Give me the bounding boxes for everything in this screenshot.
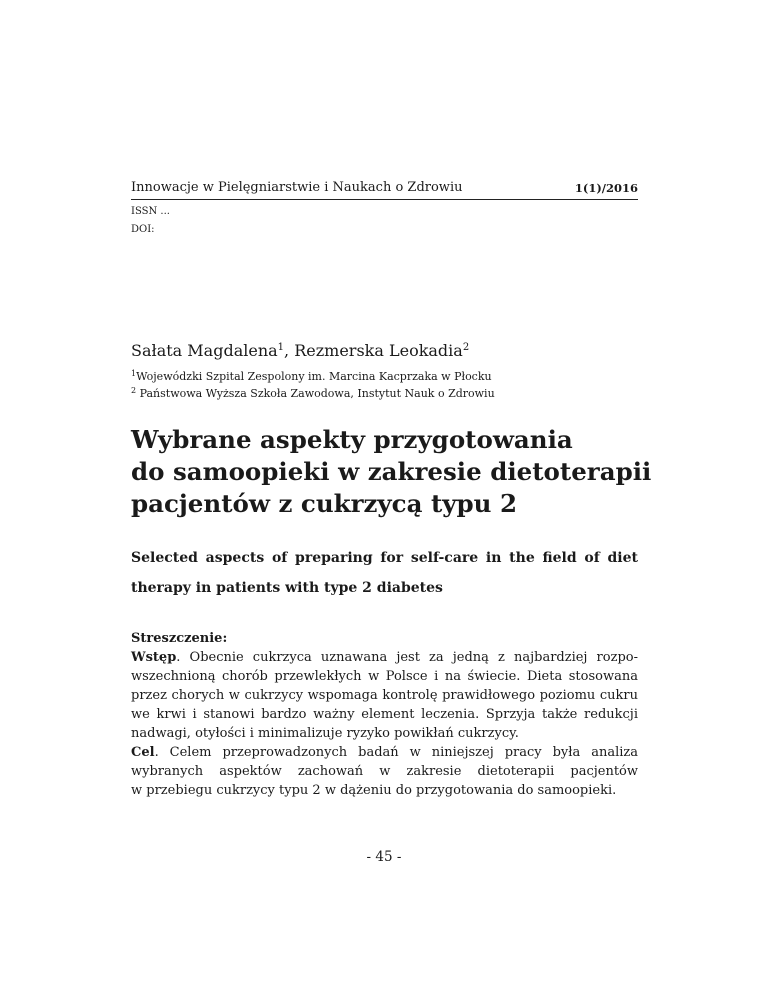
affiliation-2 [131,386,495,400]
article-title [131,424,651,520]
header-rule [131,199,638,200]
abstract-line: nadwagi, otyłości i minimalizuje ryzyko powikłań cukrzycy. [131,726,519,741]
title-line: do samoopieki w zakresie dietoterapii [131,457,652,486]
doi-line: DOI: [131,224,155,235]
author-separator: , [284,341,295,360]
issue-number: 1(1)/2016 [574,181,638,195]
page-number: - 45 - [366,849,402,865]
english-title-line: therapy in patients with type 2 diabetes [131,580,443,596]
affiliation-1 [131,369,492,383]
abstract-line: wybranych aspektów zachowań w zakresie dietoterapii pacjentów [131,764,638,779]
abstract [131,629,638,800]
author-2: Rezmerska Leokadia [294,341,463,360]
abstract-line: przez chorych w cukrzycy wspomaga kontrolę prawidłowego poziomu cukru [131,688,638,703]
abstract-line: we krwi i stanowi bardzo ważny element leczenia. Sprzyja także redukcji [131,707,638,722]
abstract-line: wszechnioną chorób przewlekłych w Polsce i na świecie. Dieta stosowana [131,669,638,684]
english-title-line: Selected aspects of preparing for self-care in the field of diet [131,550,638,566]
running-header [131,180,638,198]
author-1-affiliation-mark: 1 [277,342,285,353]
section-label-intro: Wstęp [131,650,177,665]
author-2-affiliation-mark: 2 [462,342,470,353]
abstract-heading: Streszczenie: [131,631,228,646]
abstract-text: . Obecnie cukrzyca uznawana jest za jedną z najbardziej rozpo- [176,650,638,665]
journal-name: Innowacje w Pielęgniarstwie i Naukach o Zdrowiu [131,180,463,195]
affiliation-mark: 1 [131,369,137,378]
abstract-line [131,648,638,667]
author-list [131,341,469,360]
title-line: Wybrane aspekty przygotowania [131,425,573,454]
affiliation-text: Wojewódzki Szpital Zespolony im. Marcina Kacprzaka w Płocku [136,370,492,383]
abstract-line: w przebiegu cukrzycy typu 2 w dążeniu do przygotowania do samoopieki. [131,783,617,798]
affiliation-mark: 2 [131,386,137,395]
abstract-line [131,743,638,762]
issn-line: ISSN ... [131,206,170,217]
english-title [131,543,638,603]
section-label-aim: Cel [131,745,155,760]
title-line: pacjentów z cukrzycą typu 2 [131,489,518,518]
author-1: Sałata Magdalena [131,341,278,360]
abstract-text: . Celem przeprowadzonych badań w niniejszej pracy była analiza [154,745,638,760]
affiliation-text: Państwowa Wyższa Szkoła Zawodowa, Instytut Nauk o Zdrowiu [136,387,495,400]
